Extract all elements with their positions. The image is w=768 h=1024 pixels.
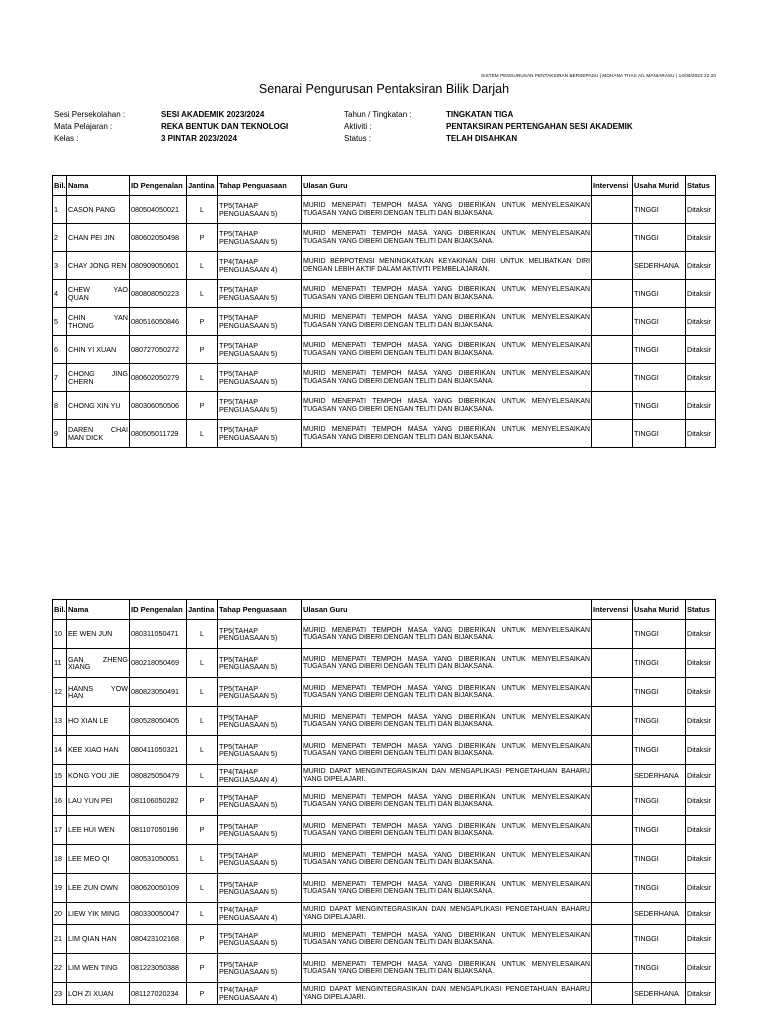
cell-tahap-penguasaan: TP4(TAHAP PENGUASAAN 4)	[218, 765, 302, 787]
cell-nama: CHIN YAN THONG	[67, 308, 130, 336]
col-header-intervensi: Intervensi	[592, 176, 633, 196]
cell-ulasan-guru: MURID MENEPATI TEMPOH MASA YANG DIBERIKAN UNTUK MENYELESAIKAN TUGASAN YANG DIBERI DENGAN TELITI DAN BIJAKSANA.	[302, 420, 592, 448]
cell-tahap-penguasaan: TP5(TAHAP PENGUASAAN 5)	[218, 816, 302, 845]
cell-jantina: P	[187, 224, 218, 252]
cell-usaha-murid: TINGGI	[633, 308, 686, 336]
cell-usaha-murid: TINGGI	[633, 364, 686, 392]
table-row	[53, 707, 716, 736]
meta-row-status	[344, 133, 633, 145]
cell-tahap-penguasaan: TP5(TAHAP PENGUASAAN 5)	[218, 308, 302, 336]
table-body	[53, 620, 716, 1005]
cell-id-pengenalan: 080423102168	[130, 925, 187, 954]
cell-status: Ditaksir	[686, 874, 716, 903]
cell-usaha-murid: TINGGI	[633, 925, 686, 954]
cell-tahap-penguasaan: TP5(TAHAP PENGUASAAN 5)	[218, 787, 302, 816]
cell-nama: CHAN PEI JIN	[67, 224, 130, 252]
cell-usaha-murid: SEDERHANA	[633, 983, 686, 1005]
system-info-line: SISTEM PENGURUSAN PENTAKSIRAN BERSEPADU | MOHANA THAS A/L MANIARASU | 14/09/2023 22:20	[481, 73, 716, 78]
cell-intervensi	[592, 954, 633, 983]
cell-id-pengenalan: 081107050196	[130, 816, 187, 845]
table-row	[53, 392, 716, 420]
cell-status: Ditaksir	[686, 649, 716, 678]
cell-status: Ditaksir	[686, 420, 716, 448]
col-header-bil: Bil.	[53, 176, 67, 196]
cell-ulasan-guru: MURID MENEPATI TEMPOH MASA YANG DIBERIKAN UNTUK MENYELESAIKAN TUGASAN YANG DIBERI DENGAN TELITI DAN BIJAKSANA.	[302, 224, 592, 252]
col-header-id: ID Pengenalan	[130, 600, 187, 620]
cell-ulasan-guru: MURID MENEPATI TEMPOH MASA YANG DIBERIKAN UNTUK MENYELESAIKAN TUGASAN YANG DIBERI DENGAN TELITI DAN BIJAKSANA.	[302, 196, 592, 224]
meta-row-subject	[54, 121, 288, 133]
cell-bil: 6	[53, 336, 67, 364]
cell-tahap-penguasaan: TP5(TAHAP PENGUASAAN 5)	[218, 678, 302, 707]
cell-jantina: P	[187, 787, 218, 816]
cell-bil: 7	[53, 364, 67, 392]
meta-label: Status :	[344, 134, 372, 143]
cell-nama: CHAY JONG REN	[67, 252, 130, 280]
cell-intervensi	[592, 983, 633, 1005]
cell-nama: CHEW YAO QUAN	[67, 280, 130, 308]
cell-intervensi	[592, 925, 633, 954]
cell-intervensi	[592, 420, 633, 448]
cell-nama: GAN ZHENG XIANG	[67, 649, 130, 678]
cell-ulasan-guru: MURID MENEPATI TEMPOH MASA YANG DIBERIKAN UNTUK MENYELESAIKAN TUGASAN YANG DIBERI DENGAN TELITI DAN BIJAKSANA.	[302, 874, 592, 903]
cell-tahap-penguasaan: TP5(TAHAP PENGUASAAN 5)	[218, 336, 302, 364]
cell-intervensi	[592, 765, 633, 787]
cell-bil: 5	[53, 308, 67, 336]
cell-nama: CHONG XIN YU	[67, 392, 130, 420]
page-title: Senarai Pengurusan Pentaksiran Bilik Darjah	[258, 82, 510, 96]
cell-usaha-murid: TINGGI	[633, 224, 686, 252]
meta-value: TINGKATAN TIGA	[446, 110, 514, 119]
cell-jantina: L	[187, 845, 218, 874]
table-row	[53, 364, 716, 392]
table-row	[53, 954, 716, 983]
cell-ulasan-guru: MURID MENEPATI TEMPOH MASA YANG DIBERIKAN UNTUK MENYELESAIKAN TUGASAN YANG DIBERI DENGAN TELITI DAN BIJAKSANA.	[302, 336, 592, 364]
cell-ulasan-guru: MURID DAPAT MENGINTEGRASIKAN DAN MENGAPLIKASI PENGETAHUAN BAHARU YANG DIPELAJARI.	[302, 765, 592, 787]
cell-nama: LOH ZI XUAN	[67, 983, 130, 1005]
col-header-ulasan: Ulasan Guru	[302, 600, 592, 620]
cell-tahap-penguasaan: TP5(TAHAP PENGUASAAN 5)	[218, 224, 302, 252]
table-row	[53, 420, 716, 448]
cell-usaha-murid: TINGGI	[633, 649, 686, 678]
cell-intervensi	[592, 336, 633, 364]
cell-id-pengenalan: 080825050479	[130, 765, 187, 787]
cell-id-pengenalan: 080306050506	[130, 392, 187, 420]
cell-tahap-penguasaan: TP5(TAHAP PENGUASAAN 5)	[218, 707, 302, 736]
table-row	[53, 196, 716, 224]
cell-ulasan-guru: MURID MENEPATI TEMPOH MASA YANG DIBERIKAN UNTUK MENYELESAIKAN TUGASAN YANG DIBERI DENGAN TELITI DAN BIJAKSANA.	[302, 364, 592, 392]
cell-usaha-murid: TINGGI	[633, 707, 686, 736]
cell-status: Ditaksir	[686, 392, 716, 420]
cell-nama: HO XIAN LE	[67, 707, 130, 736]
cell-id-pengenalan: 080411050321	[130, 736, 187, 765]
cell-bil: 17	[53, 816, 67, 845]
cell-ulasan-guru: MURID MENEPATI TEMPOH MASA YANG DIBERIKAN UNTUK MENYELESAIKAN TUGASAN YANG DIBERI DENGAN TELITI DAN BIJAKSANA.	[302, 280, 592, 308]
col-header-status: Status	[686, 600, 716, 620]
cell-bil: 3	[53, 252, 67, 280]
cell-nama: LAU YUN PEI	[67, 787, 130, 816]
table-header-row	[53, 176, 716, 196]
cell-id-pengenalan: 080218050469	[130, 649, 187, 678]
table-row	[53, 678, 716, 707]
cell-nama: KEE XIAO HAN	[67, 736, 130, 765]
cell-ulasan-guru: MURID MENEPATI TEMPOH MASA YANG DIBERIKAN UNTUK MENYELESAIKAN TUGASAN YANG DIBERI DENGAN TELITI DAN BIJAKSANA.	[302, 620, 592, 649]
cell-status: Ditaksir	[686, 765, 716, 787]
table-row	[53, 925, 716, 954]
meta-row-class	[54, 133, 288, 145]
cell-tahap-penguasaan: TP5(TAHAP PENGUASAAN 5)	[218, 392, 302, 420]
cell-intervensi	[592, 364, 633, 392]
cell-ulasan-guru: MURID MENEPATI TEMPOH MASA YANG DIBERIKAN UNTUK MENYELESAIKAN TUGASAN YANG DIBERI DENGAN TELITI DAN BIJAKSANA.	[302, 707, 592, 736]
cell-status: Ditaksir	[686, 224, 716, 252]
cell-jantina: P	[187, 336, 218, 364]
cell-tahap-penguasaan: TP5(TAHAP PENGUASAAN 5)	[218, 954, 302, 983]
cell-status: Ditaksir	[686, 925, 716, 954]
table-row	[53, 765, 716, 787]
cell-intervensi	[592, 903, 633, 925]
cell-ulasan-guru: MURID DAPAT MENGINTEGRASIKAN DAN MENGAPLIKASI PENGETAHUAN BAHARU YANG DIPELAJARI.	[302, 903, 592, 925]
meta-value: PENTAKSIRAN PERTENGAHAN SESI AKADEMIK	[446, 122, 633, 131]
col-header-jantina: Jantina	[187, 176, 218, 196]
cell-id-pengenalan: 080909050601	[130, 252, 187, 280]
cell-usaha-murid: TINGGI	[633, 392, 686, 420]
table-row	[53, 874, 716, 903]
cell-status: Ditaksir	[686, 736, 716, 765]
col-header-intervensi: Intervensi	[592, 600, 633, 620]
cell-tahap-penguasaan: TP5(TAHAP PENGUASAAN 5)	[218, 874, 302, 903]
cell-intervensi	[592, 707, 633, 736]
cell-status: Ditaksir	[686, 954, 716, 983]
cell-id-pengenalan: 081223050388	[130, 954, 187, 983]
cell-jantina: P	[187, 925, 218, 954]
table-row	[53, 903, 716, 925]
table-row	[53, 787, 716, 816]
cell-jantina: L	[187, 364, 218, 392]
cell-ulasan-guru: MURID MENEPATI TEMPOH MASA YANG DIBERIKAN UNTUK MENYELESAIKAN TUGASAN YANG DIBERI DENGAN TELITI DAN BIJAKSANA.	[302, 308, 592, 336]
cell-usaha-murid: SEDERHANA	[633, 765, 686, 787]
assessment-table-page-1	[52, 175, 716, 448]
cell-tahap-penguasaan: TP5(TAHAP PENGUASAAN 5)	[218, 620, 302, 649]
cell-status: Ditaksir	[686, 620, 716, 649]
cell-intervensi	[592, 252, 633, 280]
cell-bil: 22	[53, 954, 67, 983]
cell-status: Ditaksir	[686, 252, 716, 280]
table-row	[53, 620, 716, 649]
cell-bil: 1	[53, 196, 67, 224]
col-header-usaha: Usaha Murid	[633, 176, 686, 196]
cell-nama: KONG YOU JIE	[67, 765, 130, 787]
cell-bil: 8	[53, 392, 67, 420]
table-row	[53, 280, 716, 308]
cell-ulasan-guru: MURID MENEPATI TEMPOH MASA YANG DIBERIKAN UNTUK MENYELESAIKAN TUGASAN YANG DIBERI DENGAN TELITI DAN BIJAKSANA.	[302, 736, 592, 765]
cell-ulasan-guru: MURID BERPOTENSI MENINGKATKAN KEYAKINAN DIRI UNTUK MELIBATKAN DIRI DENGAN LEBIH AKTIF DALAM AKTIVITI PEMBELAJARAN.	[302, 252, 592, 280]
cell-ulasan-guru: MURID MENEPATI TEMPOH MASA YANG DIBERIKAN UNTUK MENYELESAIKAN TUGASAN YANG DIBERI DENGAN TELITI DAN BIJAKSANA.	[302, 392, 592, 420]
cell-jantina: L	[187, 420, 218, 448]
col-header-bil: Bil.	[53, 600, 67, 620]
cell-status: Ditaksir	[686, 364, 716, 392]
cell-bil: 13	[53, 707, 67, 736]
cell-id-pengenalan: 080531050051	[130, 845, 187, 874]
cell-id-pengenalan: 081106050282	[130, 787, 187, 816]
cell-id-pengenalan: 080727050272	[130, 336, 187, 364]
cell-bil: 23	[53, 983, 67, 1005]
cell-jantina: L	[187, 707, 218, 736]
cell-usaha-murid: TINGGI	[633, 874, 686, 903]
cell-status: Ditaksir	[686, 903, 716, 925]
cell-usaha-murid: TINGGI	[633, 678, 686, 707]
cell-tahap-penguasaan: TP4(TAHAP PENGUASAAN 4)	[218, 983, 302, 1005]
cell-bil: 12	[53, 678, 67, 707]
meta-value: 3 PINTAR 2023/2024	[161, 134, 237, 143]
cell-intervensi	[592, 874, 633, 903]
meta-value: TELAH DISAHKAN	[446, 134, 518, 143]
cell-jantina: L	[187, 678, 218, 707]
cell-ulasan-guru: MURID MENEPATI TEMPOH MASA YANG DIBERIKAN UNTUK MENYELESAIKAN TUGASAN YANG DIBERI DENGAN TELITI DAN BIJAKSANA.	[302, 816, 592, 845]
cell-id-pengenalan: 080620050109	[130, 874, 187, 903]
meta-left-block	[54, 109, 288, 145]
cell-nama: EE WEN JUN	[67, 620, 130, 649]
cell-bil: 15	[53, 765, 67, 787]
cell-tahap-penguasaan: TP5(TAHAP PENGUASAAN 5)	[218, 736, 302, 765]
cell-jantina: P	[187, 954, 218, 983]
cell-ulasan-guru: MURID MENEPATI TEMPOH MASA YANG DIBERIKAN UNTUK MENYELESAIKAN TUGASAN YANG DIBERI DENGAN TELITI DAN BIJAKSANA.	[302, 649, 592, 678]
cell-jantina: L	[187, 736, 218, 765]
cell-intervensi	[592, 649, 633, 678]
cell-tahap-penguasaan: TP5(TAHAP PENGUASAAN 5)	[218, 925, 302, 954]
cell-id-pengenalan: 080823050491	[130, 678, 187, 707]
cell-intervensi	[592, 787, 633, 816]
cell-tahap-penguasaan: TP5(TAHAP PENGUASAAN 5)	[218, 420, 302, 448]
cell-intervensi	[592, 224, 633, 252]
cell-jantina: L	[187, 196, 218, 224]
table-row	[53, 649, 716, 678]
cell-nama: CHONG JING CHERN	[67, 364, 130, 392]
table-body	[53, 196, 716, 448]
cell-tahap-penguasaan: TP4(TAHAP PENGUASAAN 4)	[218, 252, 302, 280]
cell-jantina: L	[187, 765, 218, 787]
cell-id-pengenalan: 081127020234	[130, 983, 187, 1005]
cell-intervensi	[592, 678, 633, 707]
cell-bil: 21	[53, 925, 67, 954]
cell-tahap-penguasaan: TP5(TAHAP PENGUASAAN 5)	[218, 845, 302, 874]
cell-ulasan-guru: MURID MENEPATI TEMPOH MASA YANG DIBERIKAN UNTUK MENYELESAIKAN TUGASAN YANG DIBERI DENGAN TELITI DAN BIJAKSANA.	[302, 954, 592, 983]
meta-right-block	[344, 109, 633, 145]
cell-usaha-murid: SEDERHANA	[633, 903, 686, 925]
meta-value: REKA BENTUK DAN TEKNOLOGI	[161, 122, 289, 131]
cell-nama: CHIN YI XUAN	[67, 336, 130, 364]
meta-label: Aktiviti :	[344, 122, 372, 131]
cell-status: Ditaksir	[686, 280, 716, 308]
cell-intervensi	[592, 392, 633, 420]
cell-id-pengenalan: 080505011729	[130, 420, 187, 448]
meta-value: SESI AKADEMIK 2023/2024	[161, 110, 265, 119]
cell-jantina: L	[187, 280, 218, 308]
cell-jantina: P	[187, 392, 218, 420]
col-header-id: ID Pengenalan	[130, 176, 187, 196]
cell-usaha-murid: TINGGI	[633, 336, 686, 364]
cell-usaha-murid: SEDERHANA	[633, 252, 686, 280]
cell-jantina: P	[187, 816, 218, 845]
cell-tahap-penguasaan: TP5(TAHAP PENGUASAAN 5)	[218, 280, 302, 308]
table-row	[53, 983, 716, 1005]
col-header-nama: Nama	[67, 176, 130, 196]
cell-jantina: P	[187, 308, 218, 336]
cell-nama: LIEW YIK MING	[67, 903, 130, 925]
cell-bil: 16	[53, 787, 67, 816]
cell-status: Ditaksir	[686, 707, 716, 736]
col-header-tahap: Tahap Penguasaan	[218, 600, 302, 620]
table-row	[53, 736, 716, 765]
cell-nama: HANNS YOW HAN	[67, 678, 130, 707]
cell-status: Ditaksir	[686, 845, 716, 874]
meta-label: Sesi Persekolahan :	[54, 110, 126, 119]
col-header-jantina: Jantina	[187, 600, 218, 620]
table-header-row	[53, 600, 716, 620]
cell-ulasan-guru: MURID MENEPATI TEMPOH MASA YANG DIBERIKAN UNTUK MENYELESAIKAN TUGASAN YANG DIBERI DENGAN TELITI DAN BIJAKSANA.	[302, 787, 592, 816]
meta-row-year	[344, 109, 633, 121]
cell-intervensi	[592, 196, 633, 224]
cell-jantina: L	[187, 649, 218, 678]
cell-nama: LEE HUI WEN	[67, 816, 130, 845]
cell-bil: 11	[53, 649, 67, 678]
cell-status: Ditaksir	[686, 816, 716, 845]
cell-ulasan-guru: MURID MENEPATI TEMPOH MASA YANG DIBERIKAN UNTUK MENYELESAIKAN TUGASAN YANG DIBERI DENGAN TELITI DAN BIJAKSANA.	[302, 925, 592, 954]
meta-row-sesi	[54, 109, 288, 121]
cell-bil: 2	[53, 224, 67, 252]
cell-tahap-penguasaan: TP5(TAHAP PENGUASAAN 5)	[218, 364, 302, 392]
assessment-table-page-2	[52, 599, 716, 1005]
meta-label: Mata Pelajaran :	[54, 122, 113, 131]
meta-label: Kelas :	[54, 134, 79, 143]
cell-intervensi	[592, 620, 633, 649]
cell-ulasan-guru: MURID DAPAT MENGINTEGRASIKAN DAN MENGAPLIKASI PENGETAHUAN BAHARU YANG DIPELAJARI.	[302, 983, 592, 1005]
cell-bil: 10	[53, 620, 67, 649]
col-header-tahap: Tahap Penguasaan	[218, 176, 302, 196]
cell-tahap-penguasaan: TP5(TAHAP PENGUASAAN 5)	[218, 196, 302, 224]
cell-status: Ditaksir	[686, 308, 716, 336]
cell-usaha-murid: TINGGI	[633, 420, 686, 448]
cell-jantina: L	[187, 903, 218, 925]
cell-ulasan-guru: MURID MENEPATI TEMPOH MASA YANG DIBERIKAN UNTUK MENYELESAIKAN TUGASAN YANG DIBERI DENGAN TELITI DAN BIJAKSANA.	[302, 678, 592, 707]
cell-status: Ditaksir	[686, 336, 716, 364]
cell-status: Ditaksir	[686, 196, 716, 224]
cell-nama: CASON PANG	[67, 196, 130, 224]
cell-status: Ditaksir	[686, 983, 716, 1005]
cell-nama: DAREN CHAI MAN DICK	[67, 420, 130, 448]
cell-id-pengenalan: 080311050471	[130, 620, 187, 649]
cell-nama: LIM WEN TING	[67, 954, 130, 983]
cell-usaha-murid: TINGGI	[633, 736, 686, 765]
cell-id-pengenalan: 080516050846	[130, 308, 187, 336]
meta-label: Tahun / Tingkatan :	[344, 110, 412, 119]
cell-bil: 18	[53, 845, 67, 874]
table-row	[53, 308, 716, 336]
col-header-status: Status	[686, 176, 716, 196]
cell-intervensi	[592, 845, 633, 874]
cell-nama: LEE MEO QI	[67, 845, 130, 874]
cell-id-pengenalan: 080504050021	[130, 196, 187, 224]
table-row	[53, 252, 716, 280]
cell-id-pengenalan: 080330050047	[130, 903, 187, 925]
cell-id-pengenalan: 080808050223	[130, 280, 187, 308]
cell-intervensi	[592, 736, 633, 765]
cell-nama: LIM QIAN HAN	[67, 925, 130, 954]
cell-jantina: L	[187, 252, 218, 280]
cell-id-pengenalan: 080602050498	[130, 224, 187, 252]
cell-tahap-penguasaan: TP4(TAHAP PENGUASAAN 4)	[218, 903, 302, 925]
cell-bil: 14	[53, 736, 67, 765]
cell-usaha-murid: TINGGI	[633, 816, 686, 845]
table-row	[53, 224, 716, 252]
cell-bil: 19	[53, 874, 67, 903]
cell-status: Ditaksir	[686, 787, 716, 816]
table-row	[53, 845, 716, 874]
cell-intervensi	[592, 816, 633, 845]
cell-id-pengenalan: 080602050279	[130, 364, 187, 392]
col-header-nama: Nama	[67, 600, 130, 620]
col-header-usaha: Usaha Murid	[633, 600, 686, 620]
cell-bil: 4	[53, 280, 67, 308]
cell-bil: 20	[53, 903, 67, 925]
cell-jantina: P	[187, 983, 218, 1005]
cell-intervensi	[592, 280, 633, 308]
cell-jantina: L	[187, 620, 218, 649]
cell-tahap-penguasaan: TP5(TAHAP PENGUASAAN 5)	[218, 649, 302, 678]
table-row	[53, 816, 716, 845]
cell-usaha-murid: TINGGI	[633, 196, 686, 224]
meta-row-activity	[344, 121, 633, 133]
cell-jantina: L	[187, 874, 218, 903]
cell-intervensi	[592, 308, 633, 336]
table-row	[53, 336, 716, 364]
cell-status: Ditaksir	[686, 678, 716, 707]
cell-nama: LEE ZUN OWN	[67, 874, 130, 903]
cell-usaha-murid: TINGGI	[633, 787, 686, 816]
cell-bil: 9	[53, 420, 67, 448]
col-header-ulasan: Ulasan Guru	[302, 176, 592, 196]
cell-id-pengenalan: 080528050405	[130, 707, 187, 736]
cell-usaha-murid: TINGGI	[633, 845, 686, 874]
cell-usaha-murid: TINGGI	[633, 280, 686, 308]
cell-usaha-murid: TINGGI	[633, 954, 686, 983]
cell-usaha-murid: TINGGI	[633, 620, 686, 649]
cell-ulasan-guru: MURID MENEPATI TEMPOH MASA YANG DIBERIKAN UNTUK MENYELESAIKAN TUGASAN YANG DIBERI DENGAN TELITI DAN BIJAKSANA.	[302, 845, 592, 874]
